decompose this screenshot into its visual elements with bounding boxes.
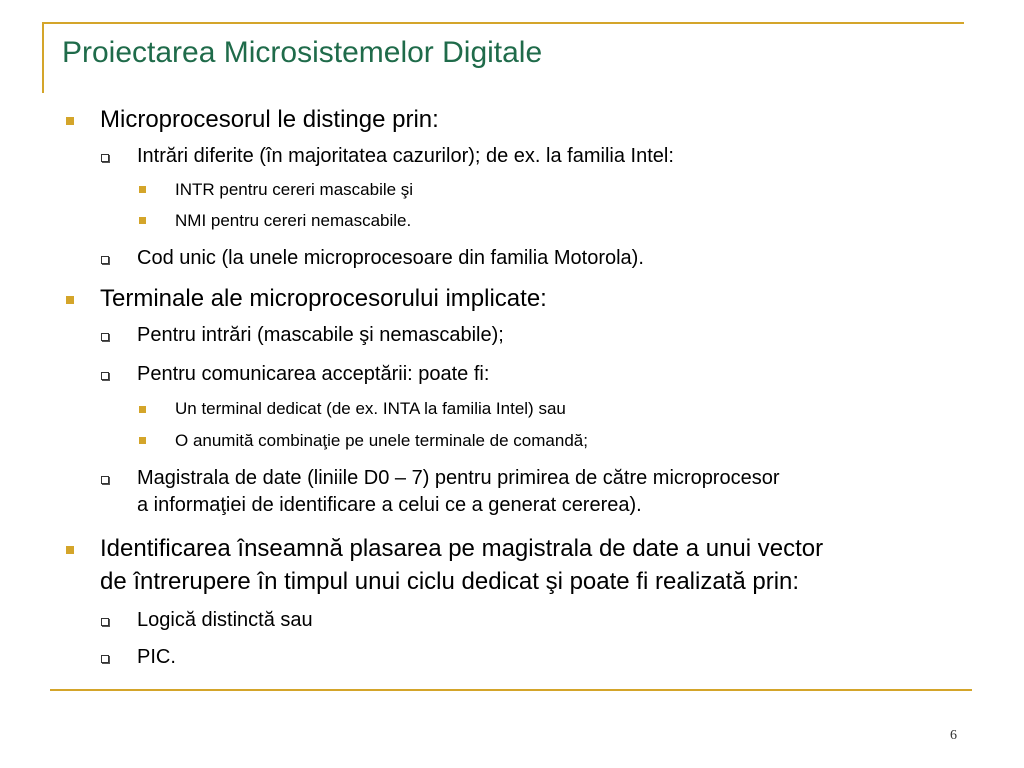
bullet-level3: O anumită combinaţie pe unele terminale de comandă; (175, 431, 588, 450)
bullet-level2-continuation: a informaţiei de identificare a celui ce a generat cererea). (137, 494, 642, 516)
left-rule (42, 22, 44, 93)
bullet-level2: Pentru intrări (mascabile şi nemascabile); (137, 324, 504, 346)
square-bullet-icon (66, 546, 74, 554)
bullet-level2: Pentru comunicarea acceptării: poate fi: (137, 363, 490, 385)
bullet-level1: Microprocesorul le distinge prin: (100, 106, 439, 133)
bullet-level1: Terminale ale microprocesorului implicate: (100, 285, 547, 312)
bullet-level3: Un terminal dedicat (de ex. INTA la familia Intel) sau (175, 399, 566, 418)
bullet-level1: Identificarea înseamnă plasarea pe magistrala de date a unui vector (100, 535, 824, 562)
square-bullet-icon (66, 117, 74, 125)
square-bullet-icon (139, 217, 146, 224)
bottom-rule (50, 689, 972, 691)
checkbox-bullet-icon (101, 618, 109, 626)
page-number: 6 (950, 728, 957, 743)
bullet-level2: Intrări diferite (în majoritatea cazurilor); de ex. la familia Intel: (137, 145, 674, 167)
checkbox-bullet-icon (101, 372, 109, 380)
checkbox-bullet-icon (101, 256, 109, 264)
bullet-level2: Magistrala de date (liniile D0 – 7) pentru primirea de către microprocesor (137, 467, 780, 489)
square-bullet-icon (139, 406, 146, 413)
checkbox-bullet-icon (101, 154, 109, 162)
bullet-level3: INTR pentru cereri mascabile şi (175, 180, 414, 199)
slide-title: Proiectarea Microsistemelor Digitale (62, 36, 543, 69)
checkbox-bullet-icon (101, 333, 109, 341)
checkbox-bullet-icon (101, 476, 109, 484)
bullet-level1-continuation: de întrerupere în timpul unui ciclu dedicat şi poate fi realizată prin: (100, 568, 800, 595)
square-bullet-icon (66, 296, 74, 304)
bullet-level2: Cod unic (la unele microprocesoare din familia Motorola). (137, 247, 644, 269)
bullet-level3: NMI pentru cereri nemascabile. (175, 211, 412, 230)
bullet-level2: Logică distinctă sau (137, 609, 313, 631)
checkbox-bullet-icon (101, 655, 109, 663)
square-bullet-icon (139, 186, 146, 193)
top-rule (42, 22, 964, 24)
bullet-level2: PIC. (137, 646, 176, 668)
square-bullet-icon (139, 437, 146, 444)
